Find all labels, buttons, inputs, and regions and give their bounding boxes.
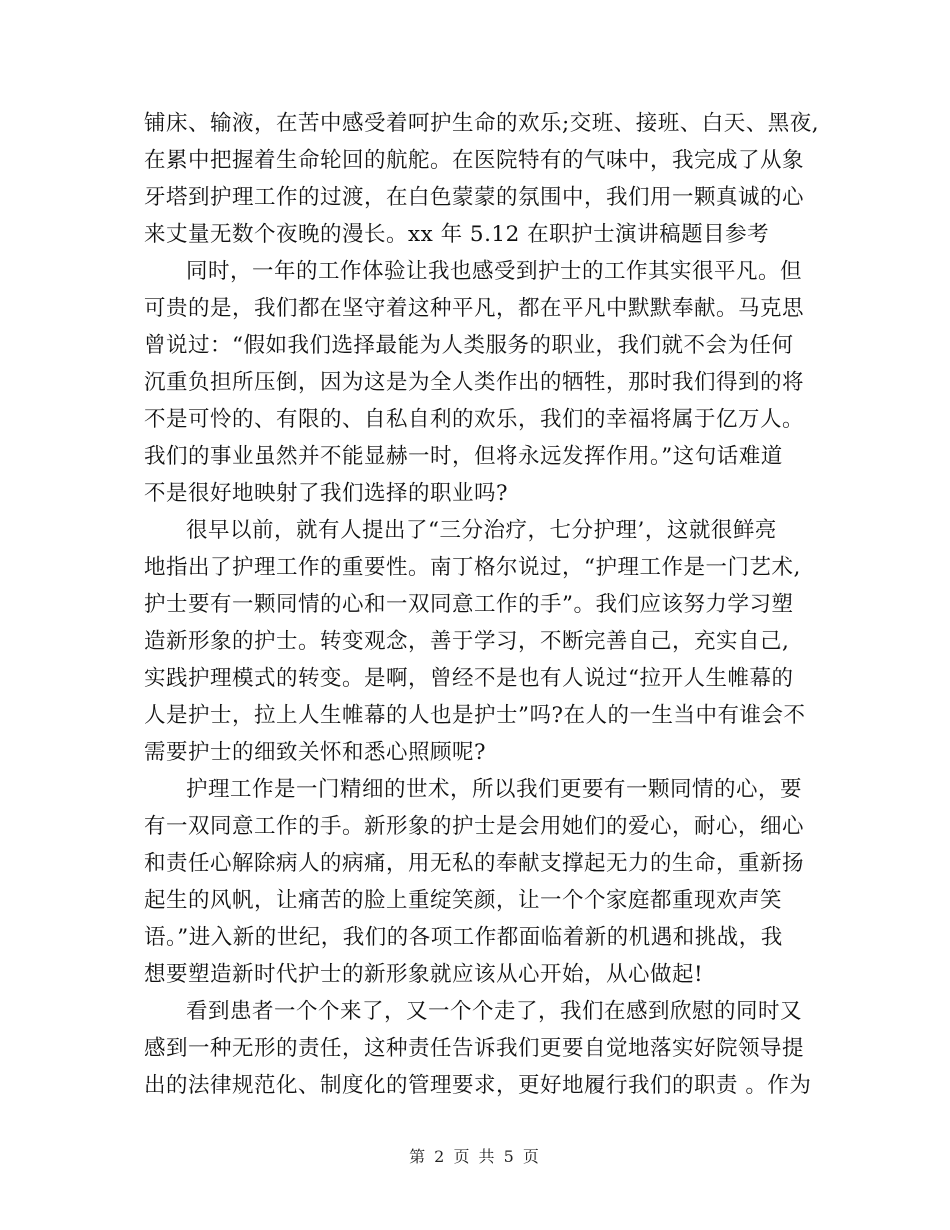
text-line: 感到一种无形的责任，这种责任告诉我们更要自觉地落实好院领导提: [144, 1036, 805, 1061]
text-line: 出的法律规范化、制度化的管理要求，更好地履行我们的职责 。作为: [144, 1073, 812, 1098]
text-line: 同时，一年的工作体验让我也感受到护士的工作其实很平凡。但: [186, 259, 803, 284]
text-line: 护理工作是一门精细的世术，所以我们更要有一颗同情的心，要: [186, 777, 803, 802]
text-line: 有一双同意工作的手。新形象的护士是会用她们的爱心，耐心，细心: [144, 814, 805, 839]
text-line: 和责任心解除病人的病痛，用无私的奉献支撑起无力的生命，重新扬: [144, 851, 805, 876]
text-line: 我们的事业虽然并不能显赫一时，但将永远发挥作用。”这句话难道: [144, 444, 783, 469]
page-number-footer: 第 2 页 共 5 页: [409, 1147, 541, 1166]
text-line: 曾说过：“假如我们选择最能为人类服务的职业，我们就不会为任何: [144, 333, 794, 358]
text-line: 实践护理模式的转变。是啊，曾经不是也有人说过“拉开人生帷幕的: [144, 666, 794, 691]
text-line: 在累中把握着生命轮回的航舵。在医院特有的气味中，我完成了从象: [144, 148, 805, 173]
text-line: 可贵的是，我们都在坚守着这种平凡，都在平凡中默默奉献。马克思: [144, 296, 805, 321]
text-line: 牙塔到护理工作的过渡，在白色蒙蒙的氛围中，我们用一颗真诚的心: [144, 185, 805, 210]
text-line: 需要护士的细致关怀和悉心照顾呢?: [144, 740, 487, 765]
text-line: 不是可怜的、有限的、自私自利的欢乐，我们的幸福将属于亿万人。: [144, 407, 805, 432]
text-line: 沉重负担所压倒，因为这是为全人类作出的牺牲，那时我们得到的将: [144, 370, 805, 395]
text-line: 地指出了护理工作的重要性。南丁格尔说过，“护理工作是一门艺术,: [144, 555, 801, 580]
text-line: 想要塑造新时代护士的新形象就应该从心开始，从心做起!: [144, 962, 704, 987]
text-line: 语。”进入新的世纪，我们的各项工作都面临着新的机遇和挑战，我: [144, 925, 783, 950]
text-line: 很早以前，就有人提出了“三分治疗，七分护理’，这就很鲜亮: [186, 518, 777, 543]
text-line: 看到患者一个个来了，又一个个走了，我们在感到欣慰的同时又: [186, 999, 803, 1024]
text-line: 起生的风帆，让痛苦的脸上重绽笑颜，让一个个家庭都重现欢声笑: [144, 888, 783, 913]
text-line: 来丈量无数个夜晚的漫长。xx 年 5.12 在职护士演讲稿题目参考: [144, 222, 770, 247]
text-line: 铺床、输液，在苦中感受着呵护生命的欢乐;交班、接班、白天、黑夜,: [144, 111, 820, 136]
text-line: 护士要有一颗同情的心和一双同意工作的手”。我们应该努力学习塑: [144, 592, 794, 617]
text-line: 人是护士，拉上人生帷幕的人也是护士”吗?在人的一生当中有谁会不: [144, 703, 806, 728]
text-line: 造新形象的护士。转变观念，善于学习，不断完善自己，充实自己,: [144, 629, 790, 654]
text-line: 不是很好地映射了我们选择的职业吗?: [144, 481, 509, 506]
